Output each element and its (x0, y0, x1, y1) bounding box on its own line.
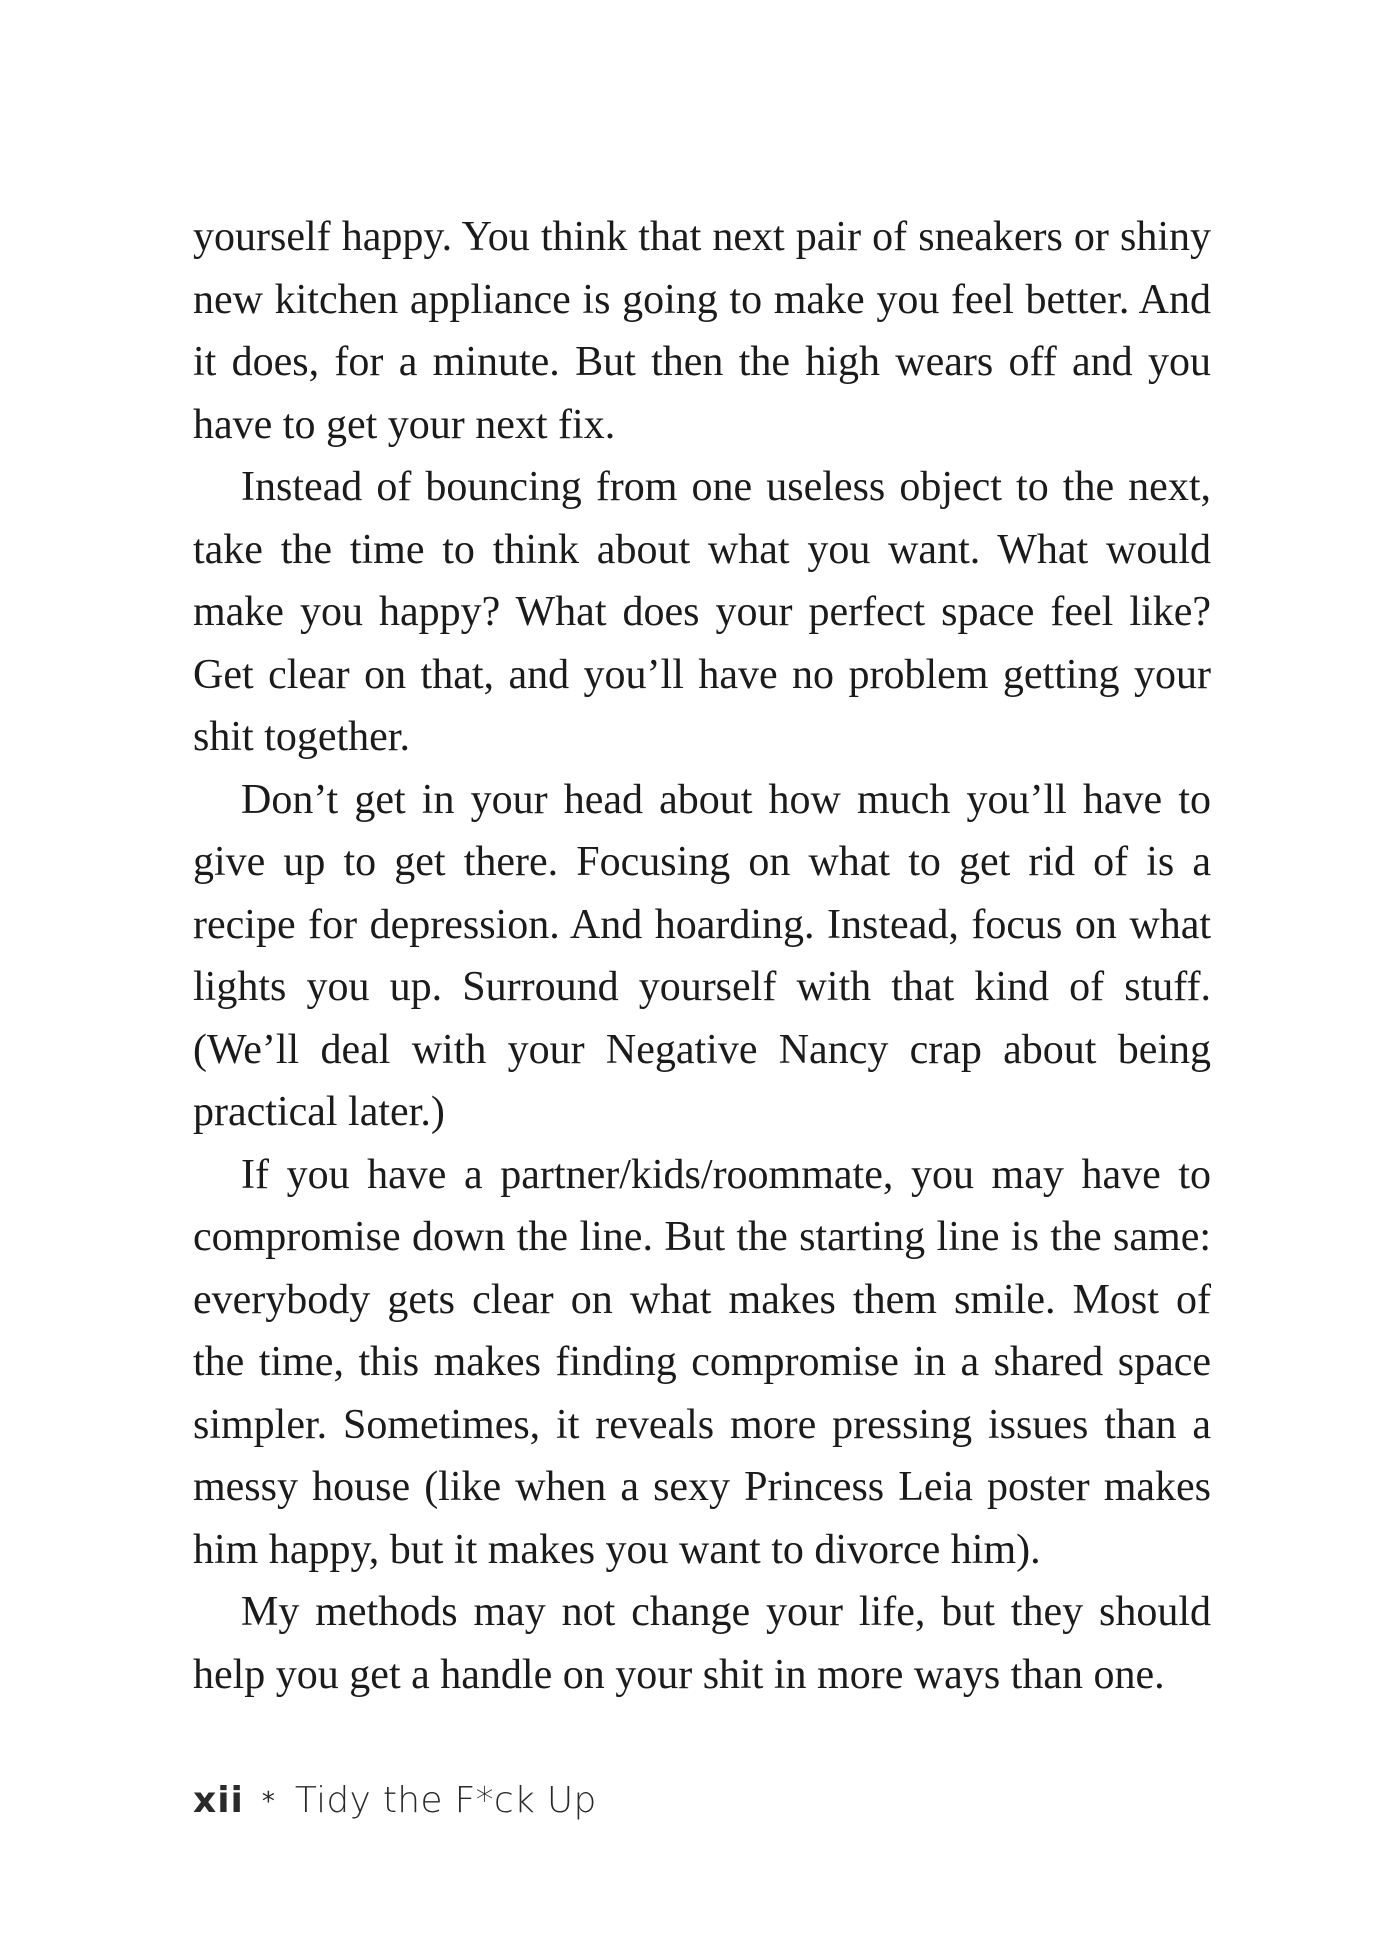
paragraph-continued: yourself happy. You think that next pair of sneakers or shiny new kitchen appliance is going to make you feel better. And it does, for a minute. But then the high wears off and you have to get your next fix. (193, 214, 1211, 448)
paragraph: My methods may not change your life, but they should help you get a handle on your shit in more ways than one. (193, 1589, 1211, 1698)
paragraph: Instead of bouncing from one useless object to the next, take the time to think about what you want. What would make you happy? What does your perfect space feel like? Get clear on that, and you’ll have no problem getting your shit together. (193, 464, 1211, 760)
asterisk-separator-icon: * (261, 1787, 275, 1817)
page-footer (193, 1770, 597, 1830)
paragraph: Don’t get in your head about how much you’ll have to give up to get there. Focusing on what to get rid of is a recipe for depression. And hoarding. Instead, focus on what lights you up. Surround yourself with that kind of stuff. (We’ll deal with your Negative Nancy crap about being practical later.) (193, 776, 1211, 1135)
body-text (193, 206, 1211, 1706)
running-title: Tidy the F*ck Up (294, 1779, 597, 1821)
paragraph: If you have a partner/kids/roommate, you may have to compromise down the line. But the starting line is the same: everybody gets clear on what makes them smile. Most of the time, this makes finding compromise in a shared space simpler. Sometimes, it reveals more pressing issues than a messy house (like when a sexy Princess Leia poster makes him happy, but it makes you want to divorce him). (193, 1151, 1211, 1573)
page-number: xii (193, 1779, 244, 1821)
